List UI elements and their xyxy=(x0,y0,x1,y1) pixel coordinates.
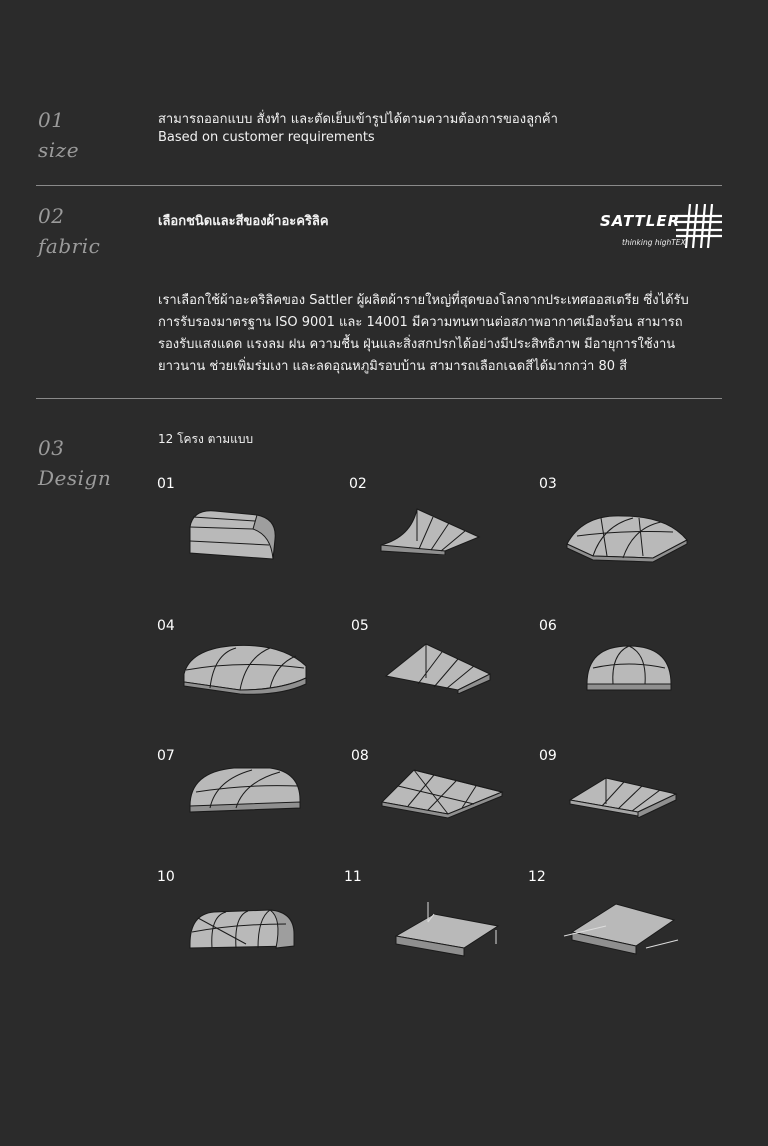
design-number-12: 12 xyxy=(528,869,546,885)
paragraph-line: ยาวนาน ช่วยเพิ่มร่มเงา และลดอุณหภูมิรอบบ้าน สามารถเลือกเฉดสีได้มากกว่า 80 สี xyxy=(158,359,628,374)
design-number-08: 08 xyxy=(351,748,369,764)
design-number-04: 04 xyxy=(157,618,175,634)
divider xyxy=(36,185,722,186)
fabric-heading: เลือกชนิดและสีของผ้าอะคริลิค xyxy=(158,214,329,229)
divider xyxy=(36,398,722,399)
design-heading: 12 โครง ตามแบบ xyxy=(158,432,254,446)
design-number-01: 01 xyxy=(157,476,175,492)
section-number-size: 01 xyxy=(38,108,65,132)
sattler-mark-icon xyxy=(676,204,722,248)
awning-wide-dome-icon xyxy=(180,640,312,695)
design-number-11: 11 xyxy=(344,869,362,885)
logo-name: SATTLER xyxy=(600,212,681,230)
awning-pyramid-icon xyxy=(378,764,506,820)
size-description-thai: สามารถออกแบบ สั่งทำ และตัดเย็บเข้ารูปได้ตามความต้องการของลูกค้า xyxy=(158,112,558,127)
design-number-05: 05 xyxy=(351,618,369,634)
fabric-paragraph xyxy=(158,290,718,378)
design-number-10: 10 xyxy=(157,869,175,885)
awning-low-slope-icon xyxy=(566,770,682,818)
size-description-english: Based on customer requirements xyxy=(158,130,375,145)
awning-curved-slope-icon xyxy=(375,505,485,555)
section-title-size: size xyxy=(38,138,80,162)
awning-half-dome-icon xyxy=(583,640,675,696)
design-number-03: 03 xyxy=(539,476,557,492)
section-number-fabric: 02 xyxy=(38,204,65,228)
section-title-fabric: fabric xyxy=(38,234,101,258)
design-number-07: 07 xyxy=(157,748,175,764)
awning-rounded-box-icon xyxy=(186,762,306,820)
sattler-logo xyxy=(600,204,724,252)
awning-quarter-round-icon xyxy=(185,505,285,567)
paragraph-line: รองรับแสงแดด แรงลม ฝน ความชื้น ฝุ่นและสิ่งสกปรกได้อย่างมีประสิทธิภาพ มีอายุการใช้งาน xyxy=(158,337,676,352)
design-number-02: 02 xyxy=(349,476,367,492)
paragraph-line: การรับรองมาตรฐาน ISO 9001 และ 14001 มีความทนทานต่อสภาพอากาศเมืองร้อน สามารถ xyxy=(158,315,683,330)
awning-barrel-vault-icon xyxy=(186,904,298,952)
awning-folding-arm-icon xyxy=(560,898,682,958)
design-number-06: 06 xyxy=(539,618,557,634)
design-number-09: 09 xyxy=(539,748,557,764)
section-number-design: 03 xyxy=(38,436,65,460)
awning-double-dome-icon xyxy=(563,510,693,566)
awning-flat-slope-icon xyxy=(382,640,494,694)
section-title-design: Design xyxy=(38,466,112,490)
awning-retractable-arm-icon xyxy=(392,898,504,958)
logo-tagline: thinking highTEX xyxy=(622,238,686,247)
paragraph-line: เราเลือกใช้ผ้าอะคริลิคของ Sattler ผู้ผลิตผ้ารายใหญ่ที่สุดของโลกจากประเทศออสเตรีย ซึ่งได้รับ xyxy=(158,293,689,308)
